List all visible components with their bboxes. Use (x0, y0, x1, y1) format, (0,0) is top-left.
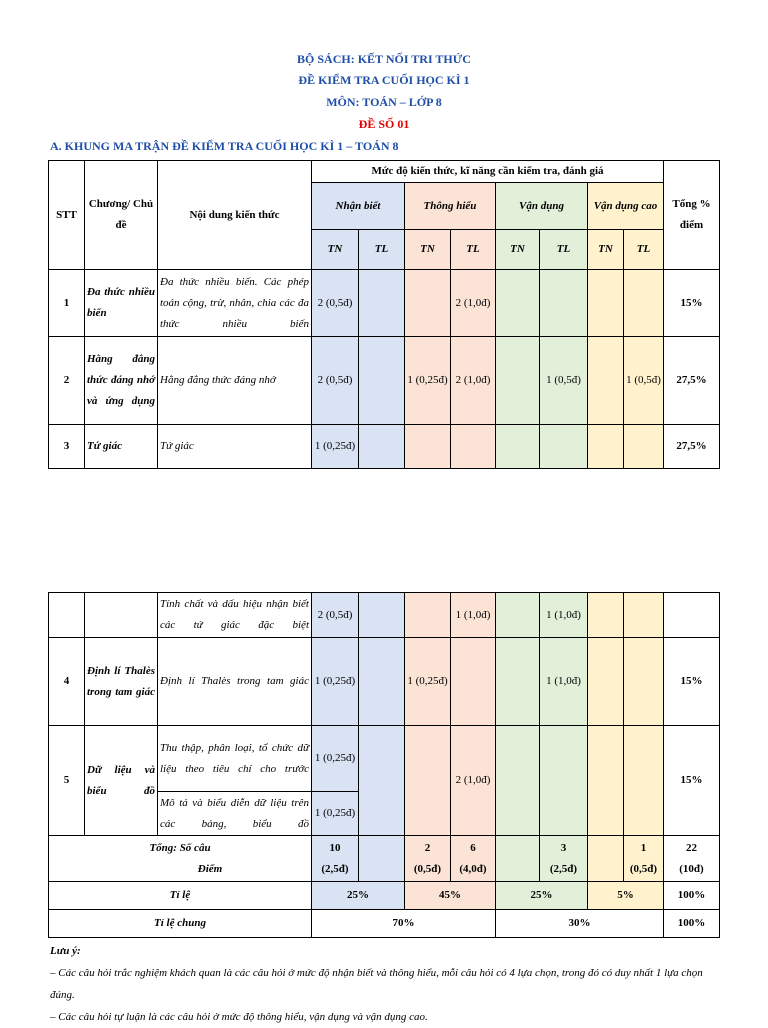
table-row (49, 593, 720, 638)
cell-nb-tl (359, 638, 405, 726)
cell-th-tl (451, 425, 496, 469)
tn-label: TN (312, 230, 359, 270)
total-points: (2,5đ) (321, 862, 349, 875)
total-th-tn (405, 836, 451, 882)
row-total: 15% (664, 726, 720, 836)
cell-vdc-tn (588, 337, 624, 425)
row-chapter: Tứ giác (85, 425, 158, 469)
total-percent-header: Tổng % điểm (664, 161, 720, 270)
cell-nb-tn: 2 (0,5đ) (312, 270, 359, 337)
cell-vd-tn (496, 638, 540, 726)
totals-label-points: Điểm (197, 862, 223, 875)
row-chapter: Dữ liệu và biểu đồ (85, 726, 158, 836)
row-total (664, 593, 720, 638)
cell-vd-tl (540, 425, 588, 469)
tn-label: TN (588, 230, 624, 270)
cell-vdc-tl (624, 593, 664, 638)
total-points: (10đ) (679, 862, 704, 875)
cell-vd-tn (496, 337, 540, 425)
total-points: (2,5đ) (549, 862, 578, 875)
table-row (49, 425, 720, 469)
ratio-nb: 25% (312, 882, 405, 910)
cell-th-tl: 2 (1,0đ) (451, 726, 496, 836)
table-row (49, 270, 720, 337)
ratio-row (49, 882, 720, 910)
cell-vdc-tn (588, 638, 624, 726)
cell-th-tl: 2 (1,0đ) (451, 270, 496, 337)
cell-th-tn (405, 270, 451, 337)
tn-label: TN (496, 230, 540, 270)
level-thong-hieu: Thông hiểu (405, 183, 496, 230)
ratio-vd: 25% (496, 882, 588, 910)
cell-vd-tn (496, 726, 540, 836)
cell-nb-tl (359, 425, 405, 469)
row-stt: 1 (49, 270, 85, 337)
total-count: 3 (560, 841, 567, 854)
common-ratio-b: 30% (496, 910, 664, 938)
row-content: Đa thức nhiều biến. Các phép toán cộng, trừ, nhân, chia các đa thức nhiều biến (158, 270, 312, 337)
level-van-dung-cao: Vận dụng cao (588, 183, 664, 230)
total-vdc-tn (588, 836, 624, 882)
table-row (49, 726, 720, 792)
row-stt: 2 (49, 337, 85, 425)
cell-vdc-tl (624, 270, 664, 337)
ratio-th: 45% (405, 882, 496, 910)
cell-vd-tl: 1 (0,5đ) (540, 337, 588, 425)
row-stt (49, 593, 85, 638)
total-points: (0,5đ) (413, 862, 442, 875)
total-nb-tl (359, 836, 405, 882)
cell-vdc-tn (588, 726, 624, 836)
cell-th-tl (451, 638, 496, 726)
cell-vdc-tl (624, 425, 664, 469)
total-points: (4,0đ) (459, 862, 487, 875)
row-total: 15% (664, 638, 720, 726)
cell-nb-tl (359, 337, 405, 425)
cell-vdc-tn (588, 270, 624, 337)
total-points: (0,5đ) (629, 862, 658, 875)
cell-th-tn: 1 (0,25đ) (405, 638, 451, 726)
total-vd-tn (496, 836, 540, 882)
row-chapter: Hằng đẳng thức đáng nhớ và ứng dụng (85, 337, 158, 425)
tl-label: TL (540, 230, 588, 270)
total-nb-tn (312, 836, 359, 882)
cell-nb-tn: 2 (0,5đ) (312, 593, 359, 638)
tl-label: TL (624, 230, 664, 270)
row-stt: 4 (49, 638, 85, 726)
ratio-vdc: 5% (588, 882, 664, 910)
row-stt: 3 (49, 425, 85, 469)
matrix-table-part2 (48, 592, 720, 938)
total-count: 2 (424, 841, 431, 854)
tl-label: TL (451, 230, 496, 270)
cell-th-tn (405, 593, 451, 638)
total-count: 1 (640, 841, 647, 854)
cell-vd-tl: 1 (1,0đ) (540, 638, 588, 726)
cell-nb-tn: 1 (0,25đ) (312, 726, 359, 792)
notes (50, 940, 730, 1028)
cell-th-tl: 2 (1,0đ) (451, 337, 496, 425)
row-total: 27,5% (664, 425, 720, 469)
note-item: – Các câu hỏi tự luận là các câu hỏi ở mức độ thông hiểu, vận dụng và vận dụng cao. (50, 1011, 428, 1023)
cell-vdc-tl (624, 638, 664, 726)
cell-nb-tn: 1 (0,25đ) (312, 638, 359, 726)
table-row (49, 337, 720, 425)
cell-vdc-tl: 1 (0,5đ) (624, 337, 664, 425)
tl-label: TL (359, 230, 405, 270)
cell-vdc-tn (588, 425, 624, 469)
common-ratio-a: 70% (312, 910, 496, 938)
exam-number: ĐỀ SỐ 01 (358, 117, 410, 131)
row-content: Định lí Thalès trong tam giác (158, 638, 312, 726)
common-ratio-row (49, 910, 720, 938)
ratio-label: Tỉ lệ (49, 882, 312, 910)
row-chapter: Định lí Thalès trong tam giác (85, 638, 158, 726)
totals-label-count: Tổng: Số câu (149, 841, 211, 854)
cell-nb-tl (359, 593, 405, 638)
level-van-dung: Vận dụng (496, 183, 588, 230)
section-a-heading: A. KHUNG MA TRẬN ĐỀ KIỂM TRA CUỐI HỌC KÌ 1 – TOÁN 8 (50, 139, 399, 153)
level-group-header: Mức độ kiến thức, kĩ năng cần kiểm tra, đánh giá (312, 161, 664, 183)
cell-th-tn: 1 (0,25đ) (405, 337, 451, 425)
cell-vd-tn (496, 270, 540, 337)
row-content: Mô tả và biểu diễn dữ liệu trên các bảng, biểu đồ (158, 792, 312, 836)
cell-vd-tn (496, 425, 540, 469)
total-all (664, 836, 720, 882)
total-count: 10 (329, 841, 341, 854)
totals-label (49, 836, 312, 882)
cell-vd-tl (540, 726, 588, 836)
tn-label: TN (405, 230, 451, 270)
cell-vd-tl: 1 (1,0đ) (540, 593, 588, 638)
cell-nb-tn: 2 (0,5đ) (312, 337, 359, 425)
ratio-total: 100% (664, 882, 720, 910)
stt-header: STT (49, 161, 85, 270)
cell-nb-tn: 1 (0,25đ) (312, 425, 359, 469)
row-chapter (85, 593, 158, 638)
cell-vd-tn (496, 593, 540, 638)
row-stt: 5 (49, 726, 85, 836)
notes-title: Lưu ý: (50, 945, 81, 957)
level-nhan-biet: Nhận biết (312, 183, 405, 230)
total-count: 22 (686, 841, 697, 854)
note-item: – Các câu hỏi trắc nghiệm khách quan là các câu hỏi ở mức độ nhận biết và thông hiểu, mỗi câu hỏi có 4 lựa chọn, trong đó có duy nhất 1 lựa chọn đúng. (50, 967, 703, 1001)
cell-th-tn (405, 726, 451, 836)
cell-nb-tn: 1 (0,25đ) (312, 792, 359, 836)
row-content: Tứ giác (158, 425, 312, 469)
subject-title: MÔN: TOÁN – LỚP 8 (326, 95, 442, 109)
cell-vd-tl (540, 270, 588, 337)
content-header: Nội dung kiến thức (158, 161, 312, 270)
common-ratio-label: Tỉ lệ chung (49, 910, 312, 938)
row-total: 15% (664, 270, 720, 337)
total-th-tl (451, 836, 496, 882)
row-content: Hằng đẳng thức đáng nhớ (158, 337, 312, 425)
totals-row (49, 836, 720, 882)
row-chapter: Đa thức nhiều biến (85, 270, 158, 337)
cell-vdc-tl (624, 726, 664, 836)
total-vdc-tl (624, 836, 664, 882)
common-ratio-total: 100% (664, 910, 720, 938)
exam-title: ĐỀ KIỂM TRA CUỐI HỌC KÌ 1 (298, 73, 470, 87)
table-row (49, 638, 720, 726)
row-total: 27,5% (664, 337, 720, 425)
total-count: 6 (470, 841, 476, 854)
cell-th-tn (405, 425, 451, 469)
row-content: Thu thập, phân loại, tổ chức dữ liệu theo tiêu chí cho trước (158, 726, 312, 792)
cell-nb-tl (359, 270, 405, 337)
cell-nb-tl (359, 726, 405, 836)
row-content: Tính chất và dấu hiệu nhận biết các tứ giác đặc biệt (158, 593, 312, 638)
total-vd-tl (540, 836, 588, 882)
chapter-header: Chương/ Chủ đề (85, 161, 158, 270)
cell-vdc-tn (588, 593, 624, 638)
matrix-table-part1 (48, 160, 720, 469)
book-series-title: BỘ SÁCH: KẾT NỐI TRI THỨC (297, 52, 471, 66)
cell-th-tl: 1 (1,0đ) (451, 593, 496, 638)
